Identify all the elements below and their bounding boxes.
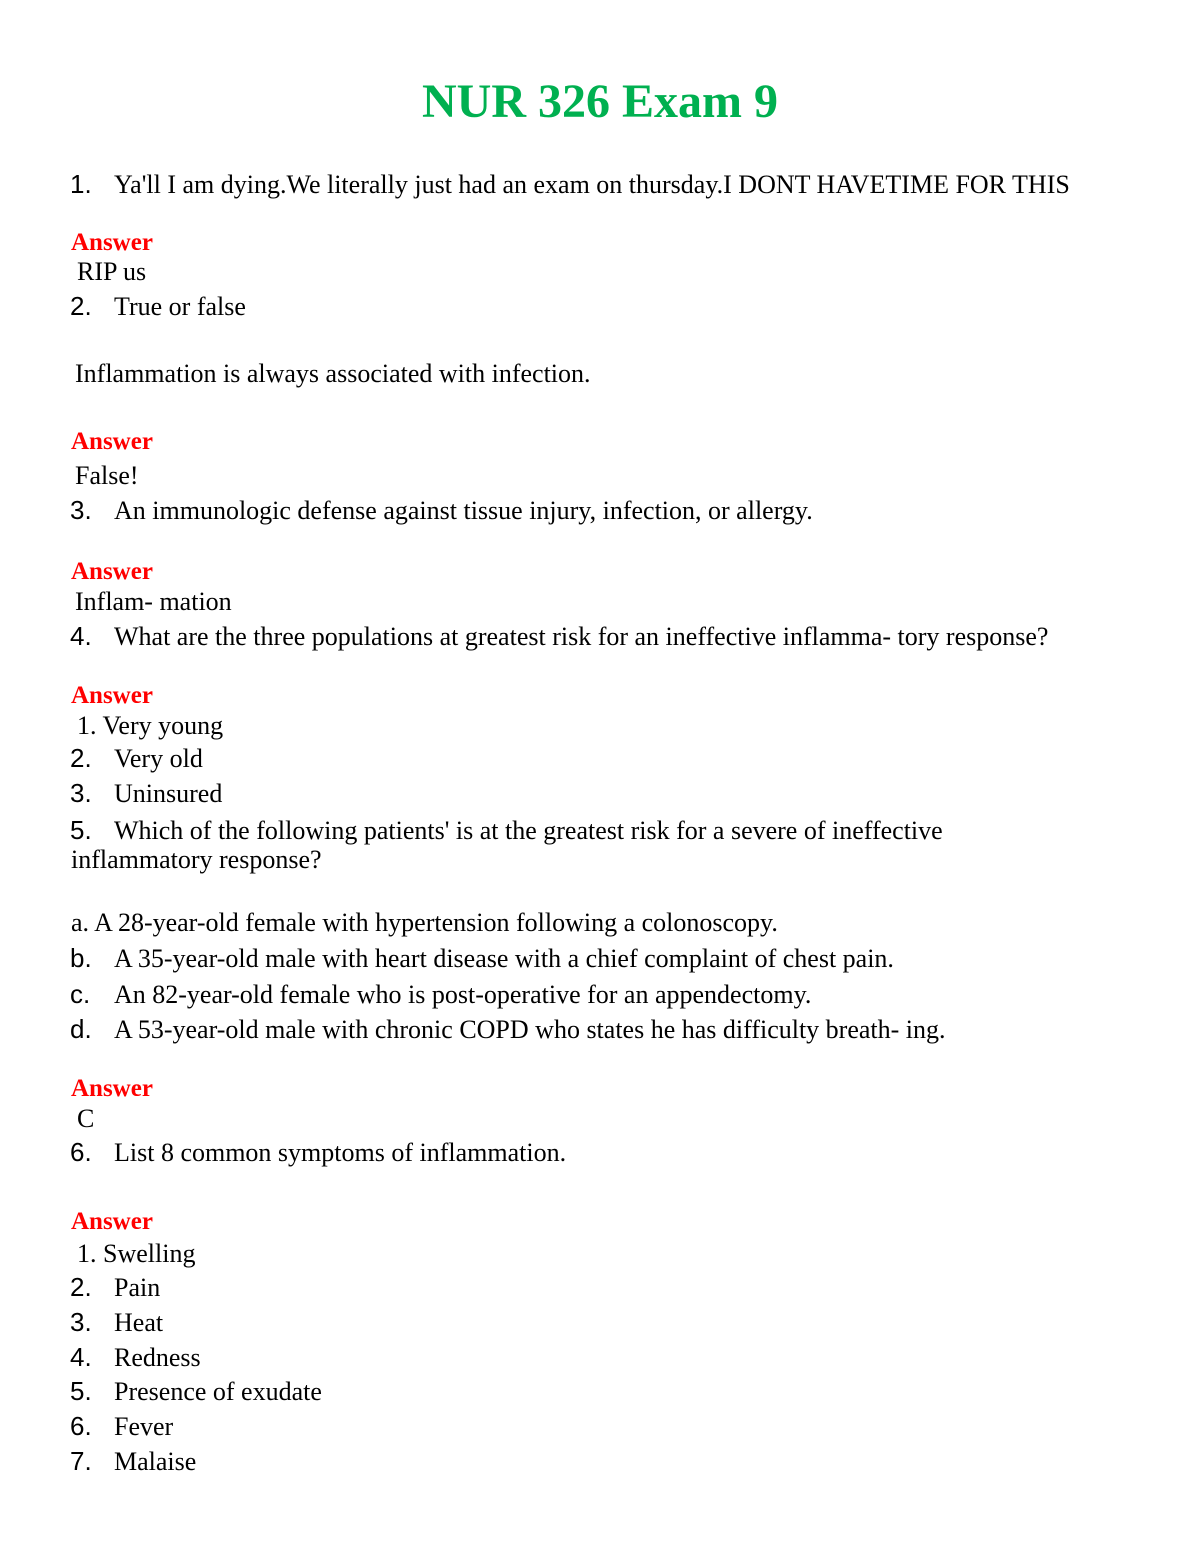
question-4 xyxy=(70,621,1048,656)
answer-text xyxy=(75,461,139,495)
list-text: Malaise xyxy=(114,1447,197,1476)
list-text: Very old xyxy=(114,744,203,773)
list-number: 6. xyxy=(70,1411,92,1441)
list-number: 7. xyxy=(70,1446,92,1476)
list-number: 2. xyxy=(70,1272,92,1302)
list-text: Presence of exudate xyxy=(114,1377,322,1406)
option-text: A 53-year-old male with chronic COPD who states he has difficulty breath- ing. xyxy=(114,1015,946,1044)
answer-value: RIP us xyxy=(77,257,147,286)
answer-label xyxy=(71,681,153,714)
question-2 xyxy=(70,291,246,326)
question-number: 6. xyxy=(70,1137,92,1167)
answer-list-item xyxy=(77,1239,195,1273)
answer-value: Inflam- mation xyxy=(75,587,232,616)
answer-list-item xyxy=(70,1307,163,1342)
question-6 xyxy=(70,1137,566,1172)
answer-value: 1. Swelling xyxy=(77,1239,196,1268)
question-text: Ya'll I am dying.We literally just had an exam on thursday.I DONT HAVETIME FOR THIS xyxy=(114,170,1070,199)
answer-list-item xyxy=(70,743,203,778)
question-1 xyxy=(70,169,1070,204)
answer-label xyxy=(71,1207,153,1240)
question-text-continued xyxy=(71,845,322,879)
answer-list-item xyxy=(77,711,223,745)
question-statement xyxy=(75,359,591,393)
answer-label-text: Answer xyxy=(71,428,153,455)
answer-list-item xyxy=(70,778,222,813)
option-letter: c. xyxy=(70,979,91,1009)
answer-label xyxy=(71,1074,153,1107)
answer-text xyxy=(77,257,146,291)
list-number: 3. xyxy=(70,778,92,808)
answer-text xyxy=(75,587,232,621)
question-number: 5. xyxy=(70,815,92,845)
question-text: inflammatory response? xyxy=(71,845,322,874)
option-c xyxy=(70,979,811,1014)
answer-text xyxy=(77,1104,94,1138)
question-text: List 8 common symptoms of inflammation. xyxy=(114,1138,567,1167)
option-text: An 82-year-old female who is post-operative for an appendectomy. xyxy=(114,980,812,1009)
option-a xyxy=(71,908,778,942)
question-3 xyxy=(70,495,813,530)
list-text: Pain xyxy=(114,1273,161,1302)
list-text: Heat xyxy=(114,1308,164,1337)
option-letter: d. xyxy=(70,1014,92,1044)
list-number: 2. xyxy=(70,743,92,773)
answer-list-item xyxy=(70,1342,201,1377)
answer-label-text: Answer xyxy=(71,1075,153,1102)
answer-label-text: Answer xyxy=(71,229,153,256)
list-number: 3. xyxy=(70,1307,92,1337)
answer-list-item xyxy=(70,1376,322,1411)
question-text: An immunologic defense against tissue injury, infection, or allergy. xyxy=(114,496,813,525)
answer-label xyxy=(71,427,153,460)
question-number: 1. xyxy=(70,169,92,199)
question-text: Which of the following patients' is at the greatest risk for a severe of ineffective xyxy=(114,816,943,845)
question-number: 3. xyxy=(70,495,92,525)
answer-label-text: Answer xyxy=(71,558,153,585)
list-text: Redness xyxy=(114,1343,201,1372)
answer-value: False! xyxy=(75,461,139,490)
option-d xyxy=(70,1014,946,1049)
option-b xyxy=(70,943,894,978)
option-letter: b. xyxy=(70,943,92,973)
option-text: a. A 28-year-old female with hypertension following a colonoscopy. xyxy=(71,908,778,937)
answer-list-item xyxy=(70,1411,173,1446)
answer-label xyxy=(71,557,153,590)
page-title: NUR 326 Exam 9 xyxy=(422,75,778,128)
list-text: Uninsured xyxy=(114,779,223,808)
question-number: 2. xyxy=(70,291,92,321)
list-text: Fever xyxy=(114,1412,174,1441)
answer-value: 1. Very young xyxy=(77,711,224,740)
answer-label-text: Answer xyxy=(71,1208,153,1235)
statement-text: Inflammation is always associated with infection. xyxy=(75,359,591,388)
option-text: A 35-year-old male with heart disease with a chief complaint of chest pain. xyxy=(114,944,894,973)
answer-label-text: Answer xyxy=(71,682,153,709)
answer-list-item xyxy=(70,1446,196,1481)
answer-value: C xyxy=(77,1104,95,1133)
answer-list-item xyxy=(70,1272,160,1307)
question-number: 4. xyxy=(70,621,92,651)
question-text: True or false xyxy=(114,292,246,321)
list-number: 5. xyxy=(70,1376,92,1406)
question-text: What are the three populations at greatest risk for an ineffective inflamma- tory response? xyxy=(114,622,1049,651)
list-number: 4. xyxy=(70,1342,92,1372)
